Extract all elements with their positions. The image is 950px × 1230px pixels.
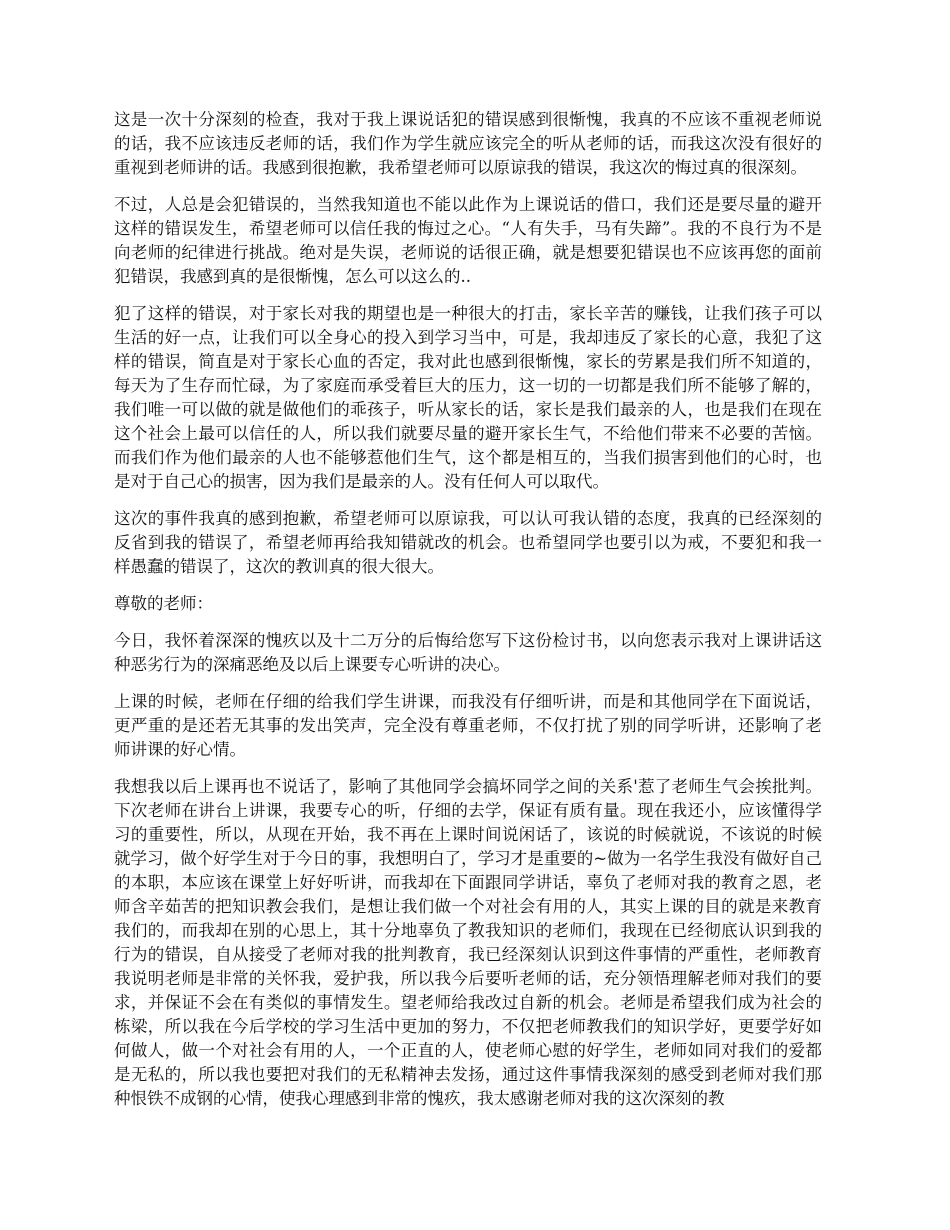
- paragraph-5: 今日，我怀着深深的愧疚以及十二万分的后悔给您写下这份检讨书，以向您表示我对上课讲话这种恶劣行为的深痛恶绝及以后上课要专心听讲的决心。: [114, 631, 822, 674]
- paragraph-1: 这是一次十分深刻的检查，我对于我上课说话犯的错误感到很惭愧，我真的不应该不重视老师说的话，我不应该违反老师的话，我们作为学生就应该完全的听从老师的话，而我这次没有很好的重视到老师讲的话。我感到很抱歉，我希望老师可以原谅我的错误，我这次的悔过真的很深刻。: [114, 110, 822, 177]
- paragraph-3: 犯了这样的错误，对于家长对我的期望也是一种很大的打击，家长辛苦的赚钱，让我们孩子可以生活的好一点，让我们可以全身心的投入到学习当中，可是，我却违反了家长的心意，我犯了这样的错误，简直是对于家长心血的否定，我对此也感到很惭愧，家长的劳累是我们所不知道的，每天为了生存而忙碌，为了家庭而承受着巨大的压力，这一切的一切都是我们所不能够了解的，我们唯一可以做的就是做他们的乖孩子，听从家长的话，家长是我们最亲的人，也是我们在现在这个社会上最可以信任的人，所以我们就要尽量的避开家长生气，不给他们带来不必要的苦恼。而我们作为他们最亲的人也不能够惹他们生气，这个都是相互的，当我们损害到他们的心时，也是对于自己心的损害，因为我们是最亲的人。没有任何人可以取代。: [114, 304, 822, 491]
- salutation: 尊敬的老师：: [114, 594, 213, 613]
- paragraph-4: 这次的事件我真的感到抱歉，希望老师可以原谅我，可以认可我认错的态度，我真的已经深刻的反省到我的错误了，希望老师再给我知错就改的机会。也希望同学也要引以为戒，不要犯和我一样愚蠢的错误了，这次的教训真的很大很大。: [114, 509, 822, 576]
- paragraph-7: 我想我以后上课再也不说话了，影响了其他同学会搞坏同学之间的关系'惹了老师生气会挨批判。下次老师在讲台上讲课，我要专心的听，仔细的去学，保证有质有量。现在我还小，应该懂得学习的重要性，所以，从现在开始，我不再在上课时间说闲话了，该说的时候就说，不该说的时候就学习，做个好学生对于今日的事，我想明白了，学习才是重要的~做为一名学生我没有做好自己的本职，本应该在课堂上好好听讲，而我却在下面跟同学讲话，辜负了老师对我的教育之恩，老师含辛茹苦的把知识教会我们，是想让我们做一个对社会有用的人，其实上课的目的就是来教育我们的，而我却在别的心思上，其十分地辜负了教我知识的老师们，我现在已经彻底认识到我的行为的错误，自从接受了老师对我的批判教育，我已经深刻认识到这件事情的严重性，老师教育我说明老师是非常的关怀我，爱护我，所以我今后要听老师的话，充分领悟理解老师对我们的要求，并保证不会在有类似的事情发生。望老师给我改过自新的机会。老师是希望我们成为社会的栋梁，所以我在今后学校的学习生活中更加的努力，不仅把老师教我们的知识学好，更要学好如何做人，做一个对社会有用的人，一个正直的人，使老师心慰的好学生，老师如同对我们的爱都是无私的，所以我也要把对我们的无私精神去发扬，通过这件事情我深刻的感受到老师对我们那种恨铁不成钢的心情，使我心理感到非常的愧疚，我太感谢老师对我的这次深刻的教: [114, 777, 822, 1108]
- paragraph-2: 不过，人总是会犯错误的，当然我知道也不能以此作为上课说话的借口，我们还是要尽量的避开这样的错误发生，希望老师可以信任我的悔过之心。“人有失手，马有失蹄”。我的不良行为不是向老师的纪律进行挑战。绝对是失误，老师说的话很正确，就是想要犯错误也不应该再您的面前犯错误，我感到真的是很惭愧，怎么可以这么的..: [114, 195, 822, 286]
- paragraph-6: 上课的时候，老师在仔细的给我们学生讲课，而我没有仔细听讲，而是和其他同学在下面说话，更严重的是还若无其事的发出笑声，完全没有尊重老师，不仅打扰了别的同学听讲，还影响了老师讲课的好心情。: [114, 692, 822, 759]
